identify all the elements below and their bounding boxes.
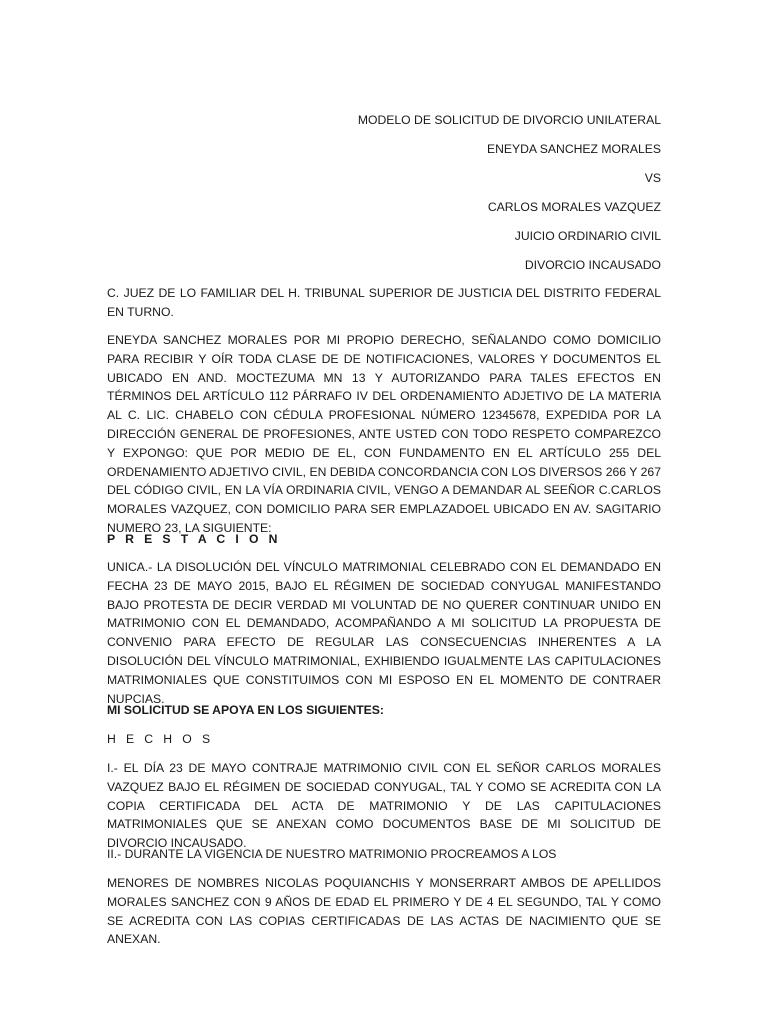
unica-paragraph: UNICA.- LA DISOLUCIÓN DEL VÍNCULO MATRIMONIAL CELEBRADO CON EL DEMANDADO EN FECHA 23 DE MAYO 2015, BAJO EL RÉGIMEN DE SOCIEDAD CONYUGAL MANIFESTANDO BAJO PROTESTA DE DECIR VERDAD MI VOLUNTAD DE NO QUERER CONTINUAR UNIDO EN MATRIMONIO CON EL DEMANDADO, ACOMPAÑANDO A MI SOLICITUD LA PROPUESTA DE CONVENIO PARA EFECTO DE REGULAR LAS CONSECUENCIAS INHERENTES A LA DISOLUCIÓN DEL VÍNCULO MATRIMONIAL, EXHIBIENDO IGUALMENTE LAS CAPITULACIONES MATRIMONIALES QUE CONSTITUIMOS CON MI ESPOSO EN EL MOMENTO DE CONTRAER NUPCIAS. — [107, 560, 661, 706]
case-subtype: DIVORCIO INCAUSADO — [524, 258, 661, 272]
versus-label: VS — [644, 171, 661, 185]
prestacion-heading: P R E S T A C I O N — [107, 532, 281, 546]
document-title: MODELO DE SOLICITUD DE DIVORCIO UNILATERAL — [357, 113, 661, 127]
addressee-paragraph: C. JUEZ DE LO FAMILIAR DEL H. TRIBUNAL SUPERIOR DE JUSTICIA DEL DISTRITO FEDERAL EN TURNO. — [107, 286, 661, 319]
hecho-2-continuation: MENORES DE NOMBRES NICOLAS POQUIANCHIS Y MONSERRART AMBOS DE APELLIDOS MORALES SANCHEZ CON 9 AÑOS DE EDAD EL PRIMERO Y DE 4 EL SEGUNDO, TAL Y COMO SE ACREDITA CON LAS COPIAS CERTIFICADAS DE LAS ACTAS DE NACIMIENTO QUE SE ANEXAN. — [107, 876, 661, 947]
hecho-1-paragraph: I.- EL DÍA 23 DE MAYO CONTRAJE MATRIMONIO CIVIL CON EL SEÑOR CARLOS MORALES VAZQUEZ BAJO EL RÉGIMEN DE SOCIEDAD CONYUGAL, TAL Y COMO SE ACREDITA CON LA COPIA CERTIFICADA DEL ACTA DE MATRIMONIO Y DE LAS CAPITULACIONES MATRIMONIALES QUE SE ANEXAN COMO DOCUMENTOS BASE DE MI SOLICITUD DE DIVORCIO INCAUSADO. — [107, 761, 661, 851]
apoya-heading: MI SOLICITUD SE APOYA EN LOS SIGUIENTES: — [107, 703, 384, 717]
defendant-name: CARLOS MORALES VAZQUEZ — [487, 200, 661, 214]
intro-paragraph: ENEYDA SANCHEZ MORALES POR MI PROPIO DERECHO, SEÑALANDO COMO DOMICILIO PARA RECIBIR Y OÍR TODA CLASE DE DE NOTIFICACIONES, VALORES Y DOCUMENTOS EL UBICADO EN AND. MOCTEZUMA MN 13 Y AUTORIZANDO PARA TALES EFECTOS EN TÉRMINOS DEL ARTÍCULO 112 PÁRRAFO IV DEL ORDENAMIENTO ADJETIVO DE LA MATERIA AL C. LIC. CHABELO CON CÉDULA PROFESIONAL NÚMERO 12345678, EXPEDIDA POR LA DIRECCIÓN GENERAL DE PROFESIONES, ANTE USTED CON TODO RESPETO COMPAREZCO Y EXPONGO: QUE POR MEDIO DE EL, CON FUNDAMENTO EN EL ARTÍCULO 255 DEL ORDENAMIENTO ADJETIVO CIVIL, EN DEBIDA CONCORDANCIA CON LOS DIVERSOS 266 Y 267 DEL CÓDIGO CIVIL, EN LA VÍA ORDINARIA CIVIL, VENGO A DEMANDAR AL SEEÑOR C.CARLOS MORALES VAZQUEZ, CON DOMICILIO PARA SER EMPLAZADOEL UBICADO EN AV. SAGITARIO NUMERO 23, LA SIGUIENTE: — [107, 333, 661, 535]
hechos-heading: H E C H O S — [107, 732, 214, 746]
plaintiff-name: ENEYDA SANCHEZ MORALES — [486, 142, 661, 156]
hecho-2-paragraph: II.- DURANTE LA VIGENCIA DE NUESTRO MATRIMONIO PROCREAMOS A LOS — [107, 847, 557, 861]
case-type: JUICIO ORDINARIO CIVIL — [514, 229, 661, 243]
